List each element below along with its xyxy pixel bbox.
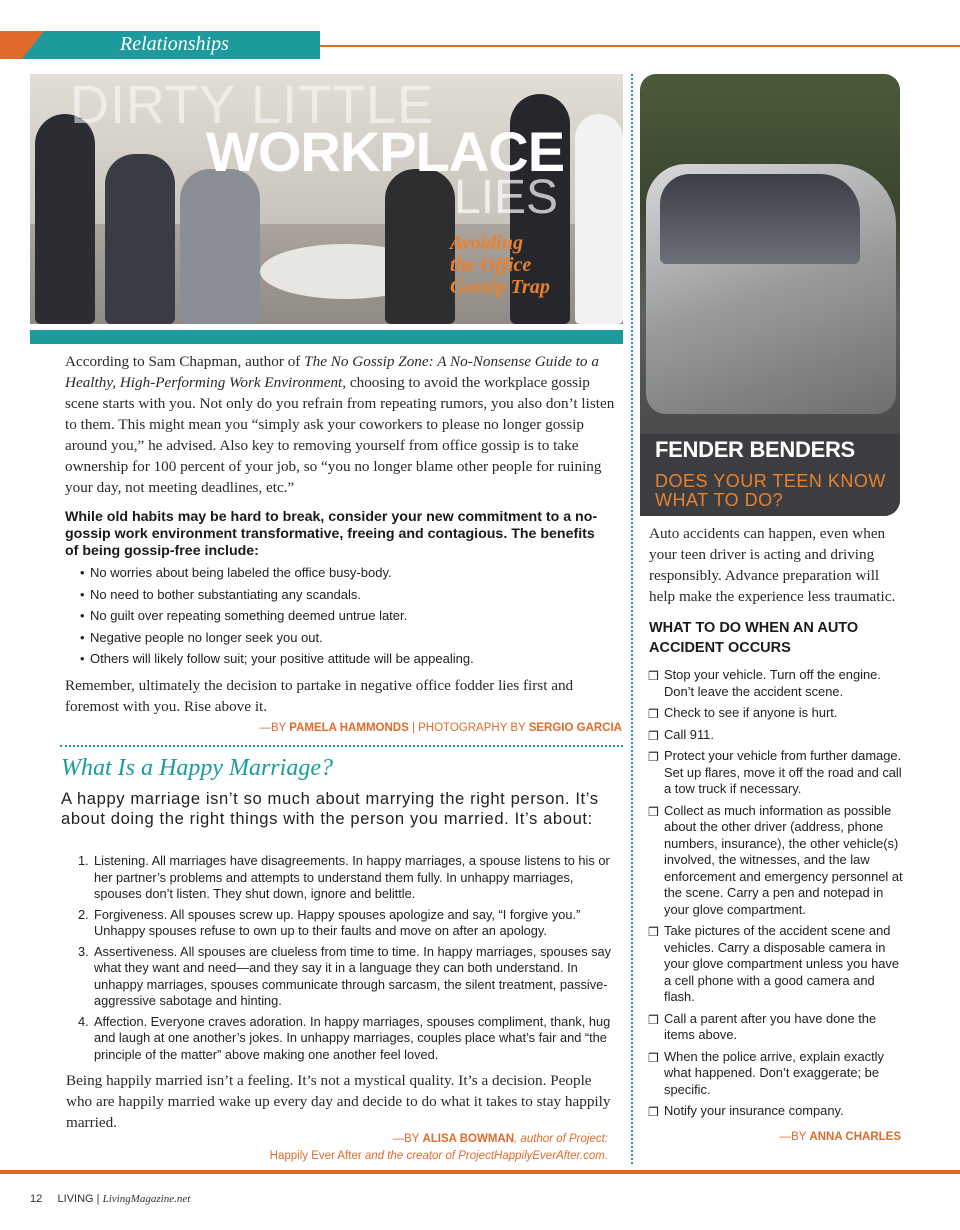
list-number: 4.	[78, 1013, 89, 1029]
list-item-text: Assertiveness. All spouses are clueless from time to time. In happy marriages, spouses say what they want and need—and they say it in a language they can both understand. In unhappy marriages, spouses communicate through sarcasm, the silent treatment, passive-aggressive sabotage and hinting.	[94, 943, 612, 1008]
checklist-text: Call 911.	[664, 726, 714, 742]
hero-title-line3: LIES	[454, 171, 559, 224]
sidebar-byline	[740, 1131, 901, 1143]
text-run: , choosing to avoid the workplace gossip scene starts with you. Not only do you refrain from repeating rumors, you also don’t listen to them. This might mean you “simply ask your coworkers to please no longer gossip around you,” he advised. Also key to removing yourself from office gossip is to take ownership for 100 percent of your job, so “you no longer blame other people for ruining your day, not meeting deadlines, etc.”	[65, 374, 615, 496]
section-divider	[60, 745, 623, 747]
byline-note: , author of Project:	[514, 1133, 608, 1145]
checkbox-icon: ❒	[648, 925, 659, 939]
list-item-text: No worries about being labeled the office busy-body.	[90, 565, 392, 580]
list-number: 3.	[78, 943, 89, 959]
checklist-text: Notify your insurance company.	[664, 1103, 844, 1118]
hero-person	[575, 114, 623, 324]
list-item-text: Forgiveness. All spouses screw up. Happy spouses apologize and say, “I forgive you.” Unhappy spouses refuse to own up to their faults and move on after an apology.	[94, 906, 581, 938]
hero-subtitle-line: the Office	[450, 254, 532, 276]
byline-author: ALISA BOWMAN	[422, 1133, 515, 1145]
hero-person	[105, 154, 175, 324]
magazine-name: LIVING	[57, 1193, 94, 1205]
list-item-text: Negative people no longer seek you out.	[90, 629, 323, 645]
bullet-icon: •	[80, 586, 85, 602]
footer-rule	[0, 1170, 960, 1174]
book-title: The No Gossip Zone: A No-Nonsense Guide to a Healthy, High-Performing Work Environment	[65, 353, 599, 391]
list-item-text: Others will likely follow suit; your positive attitude will be appealing.	[90, 651, 474, 666]
byline-author: PAMELA HAMMONDS	[289, 722, 409, 734]
article2-byline	[230, 1131, 608, 1165]
list-item	[80, 630, 610, 652]
checkbox-icon: ❒	[648, 1050, 659, 1065]
list-item-text: No guilt over repeating something deemed untrue later.	[90, 608, 408, 623]
hero-teal-bar	[30, 330, 623, 344]
list-number: 1.	[78, 853, 89, 868]
list-item	[78, 907, 613, 940]
list-item-text: Listening. All marriages have disagreements. In happy marriages, a spouse listens to his or her partner’s problems and attempts to understand them fully. In unhappy marriages, spouses don’t listen. They shut down, ignore and belittle.	[94, 853, 610, 901]
page-number: 12	[30, 1193, 43, 1205]
checklist-text: Collect as much information as possible about the other driver (address, phone numbers, insurance), the other vehicle(s) involved, the witnesses, and the law enforcement and emergency personnel at the scene. Carry a pen and notepad in your glove compartment.	[664, 802, 903, 917]
list-item-text: No need to bother substantiating any scandals.	[90, 586, 362, 602]
list-item-text: Affection. Everyone craves adoration. In happy marriages, spouses compliment, thank, hug and laugh at one another’s jokes. In unhappy marriages, couples place what’s fair and “the principle of the matter” above making one another feel loved.	[94, 1013, 611, 1062]
hero-subtitle-line: Avoiding	[450, 232, 523, 254]
article2-numbered-list	[78, 853, 613, 1067]
checklist-item	[648, 727, 908, 744]
checklist-text: When the police arrive, explain exactly what happened. Don’t exaggerate; be specific.	[664, 1048, 884, 1097]
hero-person	[385, 169, 455, 324]
hero-title-line2: WORKPLACE	[206, 120, 565, 183]
checklist-text: Call a parent after you have done the items above.	[664, 1010, 877, 1042]
checklist-item	[648, 1049, 908, 1099]
byline-photo-prefix: | PHOTOGRAPHY BY	[408, 722, 529, 734]
text-run: According to Sam Chapman, author of	[65, 353, 305, 370]
list-item	[80, 565, 610, 587]
list-item	[80, 608, 610, 630]
car-windshield	[660, 174, 860, 264]
article2-title: What Is a Happy Marriage?	[61, 755, 333, 781]
byline-prefix: —BY	[259, 722, 290, 734]
checklist-item	[648, 923, 908, 1006]
article1-bold-intro: While old habits may be hard to break, consider your new commitment to a no-gossip work environment transformative, freeing and contagious. The benefits of being gossip-free include:	[65, 509, 598, 559]
list-number: 2.	[78, 906, 89, 922]
footer-separator: |	[93, 1193, 103, 1205]
sidebar-subtitle: DOES YOUR TEEN KNOW WHAT TO DO?	[655, 471, 886, 510]
byline-photographer: SERGIO GARCIA	[528, 722, 622, 734]
byline-note: and the creator of ProjectHappilyEverAfter.com.	[361, 1150, 608, 1162]
sidebar-title: FENDER BENDERS	[655, 437, 855, 462]
bullet-icon: •	[80, 629, 85, 645]
hero-subtitle-line: Gossip Trap	[450, 276, 550, 298]
list-item	[80, 651, 610, 673]
bullet-icon: •	[80, 608, 85, 623]
list-item	[78, 944, 613, 1010]
list-item	[80, 587, 610, 609]
checklist-item	[648, 667, 908, 700]
checklist-text: Protect your vehicle from further damage. Set up flares, move it off the road and call a tow truck if necessary.	[664, 748, 902, 796]
column-divider	[631, 74, 633, 1164]
list-item	[78, 1014, 613, 1064]
section-label: Relationships	[120, 33, 229, 55]
hero-subtitle	[450, 232, 550, 298]
page-footer	[30, 1193, 190, 1205]
article1-paragraph2: Remember, ultimately the decision to partake in negative office fodder lies first and foremost with you. Rise above it.	[65, 677, 574, 715]
checkbox-icon: ❒	[648, 1012, 659, 1027]
sidebar-heading: WHAT TO DO WHEN AN AUTO ACCIDENT OCCURS	[649, 620, 859, 656]
sidebar-intro: Auto accidents can happen, even when your teen driver is acting and driving responsibly. Advance preparation will help make the experience less traumatic.	[649, 525, 896, 605]
checklist-item	[648, 705, 908, 722]
checklist-text: Check to see if anyone is hurt.	[664, 705, 838, 720]
byline-author: ANNA CHARLES	[809, 1131, 901, 1143]
checkbox-icon: ❒	[648, 707, 659, 721]
checklist-item	[648, 748, 908, 798]
sidebar-checklist	[648, 667, 908, 1125]
article2-intro: A happy marriage isn’t so much about marrying the right person. It’s about doing the right things with the person you married. It’s about:	[61, 789, 599, 828]
checklist-text: Take pictures of the accident scene and vehicles. Carry a disposable camera in your glove compartment unless you have a cell phone with a good camera and flash.	[664, 923, 900, 1004]
checklist-item	[648, 1103, 908, 1120]
byline-prefix: —BY	[779, 1131, 810, 1143]
bullet-icon: •	[80, 565, 85, 580]
header-rule	[320, 45, 960, 47]
byline-prefix: —BY	[392, 1133, 423, 1145]
checklist-item	[648, 1011, 908, 1044]
magazine-website: LivingMagazine.net	[102, 1193, 191, 1205]
byline-book: Happily Ever After	[269, 1150, 362, 1162]
hero-photo-office-meeting	[30, 74, 623, 324]
checkbox-icon: ❒	[648, 1105, 659, 1119]
checkbox-icon: ❒	[648, 669, 659, 683]
checkbox-icon: ❒	[648, 728, 659, 743]
checklist-item	[648, 803, 908, 919]
article1-bullet-list	[80, 565, 610, 673]
article1-byline	[230, 722, 622, 734]
checklist-text: Stop your vehicle. Turn off the engine. Don’t leave the accident scene.	[664, 667, 881, 699]
hero-title-line1: DIRTY LITTLE	[70, 75, 435, 135]
list-item	[78, 853, 613, 903]
hero-person	[180, 169, 260, 324]
checkbox-icon: ❒	[648, 804, 659, 819]
article1-paragraph1	[65, 351, 625, 498]
bullet-icon: •	[80, 651, 85, 666]
hero-person	[35, 114, 95, 324]
article2-closing: Being happily married isn’t a feeling. It’s not a mystical quality. It’s a decision. People who are happily married wake up every day and decide to do what it takes to stay happily married.	[66, 1072, 611, 1131]
checkbox-icon: ❒	[648, 750, 659, 764]
